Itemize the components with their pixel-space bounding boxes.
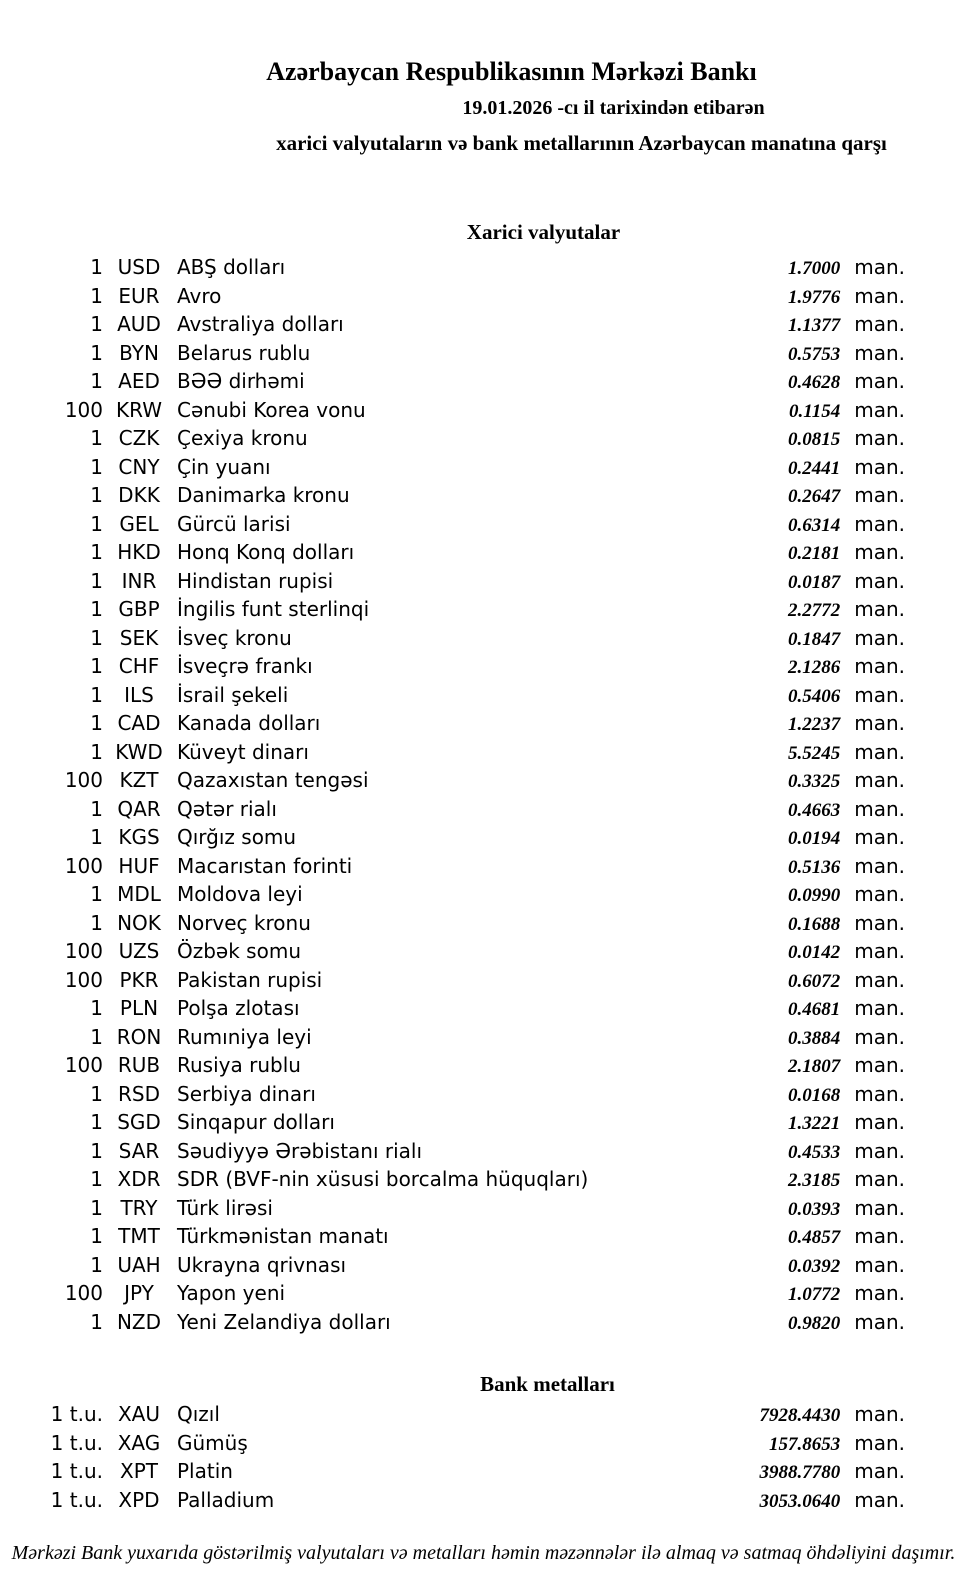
currency-row	[0, 282, 967, 311]
code-cell: XDR	[117, 1167, 161, 1191]
quantity-cell: 1 t.u.	[50, 1459, 103, 1483]
unit-cell: man.	[854, 682, 905, 707]
unit-cell: man.	[854, 739, 905, 764]
code-cell: ILS	[124, 682, 154, 707]
name-cell: Rumıniya leyi	[177, 1024, 312, 1049]
unit-cell: man.	[854, 825, 905, 849]
name-cell: Avstraliya dolları	[177, 312, 344, 336]
unit-cell: man.	[854, 454, 905, 479]
currency-row	[0, 681, 967, 710]
unit-cell: man.	[854, 597, 905, 621]
code-cell: KZT	[119, 768, 159, 792]
metal-list	[0, 1400, 967, 1514]
name-cell: Özbək somu	[177, 939, 301, 963]
name-cell: Qırğız somu	[177, 825, 297, 849]
name-cell: Pakistan rupisi	[177, 967, 323, 992]
unit-cell: man.	[854, 1252, 905, 1277]
code-cell: INR	[121, 568, 157, 593]
currency-row	[0, 253, 967, 282]
currency-row	[0, 1222, 967, 1251]
code-cell: XAU	[117, 1402, 161, 1426]
rate-cell: 0.4857	[787, 1227, 841, 1248]
code-cell: XAG	[117, 1430, 161, 1455]
currency-row	[0, 453, 967, 482]
name-cell: Yapon yeni	[177, 1281, 286, 1305]
name-cell: Küveyt dinarı	[177, 739, 309, 764]
unit-cell: man.	[854, 1167, 905, 1191]
currency-row	[0, 1251, 967, 1280]
unit-cell: man.	[854, 540, 905, 564]
name-cell: Macarıstan forinti	[177, 853, 353, 878]
code-cell: GEL	[119, 511, 159, 536]
code-cell: DKK	[118, 483, 160, 507]
quantity-cell: 100	[64, 768, 103, 792]
rate-cell: 0.4681	[787, 999, 841, 1020]
quantity-cell: 1	[90, 711, 103, 735]
name-cell: Gürcü larisi	[177, 511, 291, 536]
code-cell: CNY	[118, 454, 160, 479]
code-cell: AUD	[117, 312, 161, 336]
rate-cell: 0.0393	[787, 1198, 841, 1220]
name-cell: Belarus rublu	[177, 340, 311, 365]
name-cell: Moldova leyi	[177, 882, 303, 906]
code-cell: SGD	[117, 1110, 161, 1134]
unit-cell: man.	[854, 255, 905, 279]
name-cell: Çexiya kronu	[177, 426, 308, 450]
name-cell: Qətər rialı	[177, 796, 277, 821]
unit-cell: man.	[854, 1224, 905, 1248]
rate-cell: 0.5136	[787, 856, 841, 878]
code-cell: EUR	[118, 283, 160, 308]
quantity-cell: 1	[90, 1110, 103, 1134]
quantity-cell: 1	[90, 283, 103, 308]
name-cell: Cənubi Korea vonu	[177, 397, 366, 422]
rate-cell: 2.2772	[787, 600, 841, 621]
quantity-cell: 100	[64, 1281, 103, 1305]
currency-row	[0, 1308, 967, 1337]
code-cell: TRY	[120, 1195, 158, 1220]
rate-cell: 0.0142	[787, 942, 841, 963]
quantity-cell: 1 t.u.	[50, 1487, 103, 1512]
unit-cell: man.	[854, 654, 905, 678]
code-cell: CHF	[118, 654, 160, 678]
name-cell: BƏƏ dirhəmi	[177, 369, 305, 393]
currency-row	[0, 1080, 967, 1109]
metal-row	[0, 1457, 967, 1486]
currency-row	[0, 1165, 967, 1194]
unit-cell: man.	[854, 967, 905, 992]
name-cell: Ukrayna qrivnası	[177, 1252, 347, 1277]
unit-cell: man.	[854, 1309, 905, 1334]
rate-cell: 2.1286	[787, 657, 841, 678]
currency-row	[0, 1279, 967, 1308]
currency-row	[0, 567, 967, 596]
code-cell: PKR	[119, 967, 159, 992]
rate-cell: 0.1847	[787, 628, 841, 650]
quantity-cell: 1	[90, 625, 103, 650]
rate-cell: 0.4628	[787, 372, 841, 393]
currency-row	[0, 909, 967, 938]
rate-cell: 0.9820	[787, 1312, 841, 1334]
currency-row	[0, 538, 967, 567]
name-cell: Platin	[177, 1459, 233, 1483]
unit-cell: man.	[854, 796, 905, 821]
quantity-cell: 1	[90, 1224, 103, 1248]
rate-cell: 3053.0640	[759, 1490, 841, 1512]
rate-cell: 2.1807	[787, 1056, 841, 1077]
rate-cell: 0.2441	[787, 457, 841, 479]
rate-cell: 0.5753	[787, 343, 841, 365]
quantity-cell: 1	[90, 739, 103, 764]
code-cell: SEK	[119, 625, 159, 650]
currency-row	[0, 709, 967, 738]
quantity-cell: 1	[90, 454, 103, 479]
name-cell: Türk lirəsi	[177, 1195, 273, 1220]
unit-cell: man.	[854, 312, 905, 336]
name-cell: Hindistan rupisi	[177, 568, 334, 593]
name-cell: Yeni Zelandiya dolları	[177, 1309, 391, 1334]
name-cell: İsrail şekeli	[177, 682, 289, 707]
unit-cell: man.	[854, 1195, 905, 1220]
unit-cell: man.	[854, 625, 905, 650]
quantity-cell: 100	[64, 939, 103, 963]
name-cell: Rusiya rublu	[177, 1053, 301, 1077]
unit-cell: man.	[854, 996, 905, 1020]
quantity-cell: 1	[90, 568, 103, 593]
name-cell: Danimarka kronu	[177, 483, 350, 507]
metal-row	[0, 1486, 967, 1515]
rate-cell: 1.0772	[787, 1284, 841, 1305]
unit-cell: man.	[854, 939, 905, 963]
name-cell: SDR (BVF-nin xüsusi borcalma hüquqları)	[177, 1167, 589, 1191]
quantity-cell: 1	[90, 540, 103, 564]
rate-cell: 1.1377	[787, 315, 841, 336]
name-cell: Səudiyyə Ərəbistanı rialı	[177, 1138, 423, 1163]
rate-cell: 0.2181	[787, 543, 841, 564]
rate-cell: 0.6314	[787, 514, 841, 536]
code-cell: BYN	[119, 340, 159, 365]
currency-row	[0, 880, 967, 909]
metals-section-title: Bank metalları	[480, 1372, 615, 1396]
currency-row	[0, 1023, 967, 1052]
rate-cell: 0.3325	[787, 771, 841, 792]
quantity-cell: 1	[90, 511, 103, 536]
code-cell: KWD	[115, 739, 163, 764]
quantity-cell: 1	[90, 597, 103, 621]
code-cell: CZK	[118, 426, 160, 450]
code-cell: KRW	[116, 397, 162, 422]
name-cell: İsveç kronu	[177, 625, 292, 650]
currency-row	[0, 396, 967, 425]
code-cell: HUF	[118, 853, 160, 878]
unit-cell: man.	[854, 1081, 905, 1106]
code-cell: JPY	[124, 1281, 154, 1305]
quantity-cell: 1	[90, 796, 103, 821]
rate-cell: 0.1688	[787, 913, 841, 935]
currency-row	[0, 766, 967, 795]
code-cell: XPD	[118, 1487, 160, 1512]
rate-cell: 5.5245	[787, 742, 841, 764]
currency-row	[0, 624, 967, 653]
unit-cell: man.	[854, 1281, 905, 1305]
quantity-cell: 100	[64, 967, 103, 992]
page-subtitle: xarici valyutaların və bank metallarının Azərbaycan manatına qarşı	[276, 131, 887, 155]
quantity-cell: 1	[90, 1081, 103, 1106]
code-cell: AED	[118, 369, 160, 393]
quantity-cell: 1 t.u.	[50, 1430, 103, 1455]
quantity-cell: 1	[90, 255, 103, 279]
code-cell: MDL	[117, 882, 161, 906]
unit-cell: man.	[854, 1110, 905, 1134]
unit-cell: man.	[854, 1430, 905, 1455]
currency-row	[0, 994, 967, 1023]
rate-cell: 2.3185	[787, 1170, 841, 1191]
effective-date: 19.01.2026 -cı il tarixindən etibarən	[462, 97, 765, 119]
currency-row	[0, 652, 967, 681]
unit-cell: man.	[854, 283, 905, 308]
code-cell: QAR	[117, 796, 161, 821]
unit-cell: man.	[854, 768, 905, 792]
name-cell: Gümüş	[177, 1430, 248, 1455]
rate-cell: 0.0392	[787, 1255, 841, 1277]
name-cell: Palladium	[177, 1487, 275, 1512]
rate-cell: 0.0990	[787, 885, 841, 906]
currency-row	[0, 1194, 967, 1223]
quantity-cell: 1	[90, 825, 103, 849]
quantity-cell: 100	[64, 1053, 103, 1077]
code-cell: XPT	[120, 1459, 158, 1483]
currency-row	[0, 1137, 967, 1166]
unit-cell: man.	[854, 1402, 905, 1426]
unit-cell: man.	[854, 483, 905, 507]
code-cell: NOK	[117, 910, 161, 935]
currency-row	[0, 367, 967, 396]
name-cell: Polşa zlotası	[177, 996, 300, 1020]
rate-cell: 3988.7780	[759, 1462, 841, 1483]
unit-cell: man.	[854, 1487, 905, 1512]
unit-cell: man.	[854, 853, 905, 878]
rate-cell: 1.9776	[787, 286, 841, 308]
rate-cell: 7928.4430	[759, 1405, 841, 1426]
unit-cell: man.	[854, 397, 905, 422]
name-cell: ABŞ dolları	[177, 255, 286, 279]
code-cell: HKD	[117, 540, 161, 564]
quantity-cell: 1	[90, 1138, 103, 1163]
currency-row	[0, 738, 967, 767]
unit-cell: man.	[854, 1459, 905, 1483]
rate-cell: 0.1154	[789, 400, 841, 422]
code-cell: TMT	[118, 1224, 160, 1248]
currency-row	[0, 1108, 967, 1137]
rate-cell: 0.0815	[787, 429, 841, 450]
quantity-cell: 1	[90, 1252, 103, 1277]
currency-row	[0, 795, 967, 824]
currency-row	[0, 823, 967, 852]
name-cell: Sinqapur dolları	[177, 1110, 335, 1134]
metal-row	[0, 1429, 967, 1458]
name-cell: İngilis funt sterlinqi	[177, 597, 370, 621]
rate-cell: 1.2237	[787, 714, 841, 735]
rate-cell: 1.3221	[787, 1113, 841, 1134]
disclaimer-note: Mərkəzi Bank yuxarıda göstərilmiş valyutaları və metalları həmin məzənnələr ilə almaq və satmaq öhdəliyini daşımır.	[11, 1542, 956, 1564]
name-cell: Qazaxıstan tengəsi	[177, 768, 369, 792]
currency-row	[0, 510, 967, 539]
rate-cell: 0.0187	[787, 571, 841, 593]
code-cell: PLN	[119, 996, 159, 1020]
unit-cell: man.	[854, 511, 905, 536]
name-cell: Çin yuanı	[177, 454, 271, 479]
name-cell: İsveçrə frankı	[177, 654, 313, 678]
currency-row	[0, 481, 967, 510]
rate-cell: 0.4663	[787, 799, 841, 821]
name-cell: Honq Konq dolları	[177, 540, 355, 564]
quantity-cell: 1	[90, 882, 103, 906]
rate-cell: 1.7000	[787, 258, 841, 279]
quantity-cell: 1	[90, 340, 103, 365]
page-title: Azərbaycan Respublikasının Mərkəzi Bankı	[266, 57, 757, 86]
quantity-cell: 1 t.u.	[50, 1402, 103, 1426]
code-cell: RSD	[118, 1081, 160, 1106]
quantity-cell: 100	[64, 397, 103, 422]
metal-row	[0, 1400, 967, 1429]
quantity-cell: 1	[90, 682, 103, 707]
quantity-cell: 1	[90, 910, 103, 935]
code-cell: RUB	[117, 1053, 161, 1077]
currency-row	[0, 852, 967, 881]
code-cell: UZS	[118, 939, 160, 963]
name-cell: Kanada dolları	[177, 711, 321, 735]
code-cell: USD	[117, 255, 161, 279]
rate-cell: 0.5406	[787, 685, 841, 707]
unit-cell: man.	[854, 369, 905, 393]
rate-cell: 0.0194	[787, 828, 841, 849]
currencies-section-title: Xarici valyutalar	[466, 220, 621, 244]
code-cell: SAR	[118, 1138, 160, 1163]
rate-cell: 0.6072	[787, 970, 841, 992]
quantity-cell: 1	[90, 1195, 103, 1220]
quantity-cell: 1	[90, 426, 103, 450]
currency-row	[0, 937, 967, 966]
currency-row	[0, 1051, 967, 1080]
code-cell: CAD	[117, 711, 161, 735]
rate-cell: 157.8653	[768, 1433, 841, 1455]
unit-cell: man.	[854, 340, 905, 365]
rate-cell: 0.0168	[787, 1084, 841, 1106]
unit-cell: man.	[854, 910, 905, 935]
quantity-cell: 1	[90, 1167, 103, 1191]
quantity-cell: 1	[90, 1309, 103, 1334]
unit-cell: man.	[854, 426, 905, 450]
currency-row	[0, 424, 967, 453]
code-cell: UAH	[117, 1252, 161, 1277]
currency-list	[0, 253, 967, 1336]
quantity-cell: 1	[90, 483, 103, 507]
unit-cell: man.	[854, 711, 905, 735]
code-cell: KGS	[118, 825, 160, 849]
unit-cell: man.	[854, 1024, 905, 1049]
currency-row	[0, 966, 967, 995]
rate-cell: 0.2647	[787, 486, 841, 507]
name-cell: Türkmənistan manatı	[177, 1224, 389, 1248]
quantity-cell: 1	[90, 654, 103, 678]
currency-row	[0, 595, 967, 624]
rate-cell: 0.4533	[787, 1141, 841, 1163]
unit-cell: man.	[854, 882, 905, 906]
quantity-cell: 100	[64, 853, 103, 878]
unit-cell: man.	[854, 1053, 905, 1077]
quantity-cell: 1	[90, 1024, 103, 1049]
code-cell: GBP	[118, 597, 160, 621]
unit-cell: man.	[854, 1138, 905, 1163]
code-cell: RON	[116, 1024, 162, 1049]
unit-cell: man.	[854, 568, 905, 593]
currency-row	[0, 310, 967, 339]
name-cell: Norveç kronu	[177, 910, 311, 935]
name-cell: Avro	[177, 283, 222, 308]
quantity-cell: 1	[90, 996, 103, 1020]
code-cell: NZD	[116, 1309, 162, 1334]
quantity-cell: 1	[90, 369, 103, 393]
name-cell: Qızıl	[177, 1402, 220, 1426]
name-cell: Serbiya dinarı	[177, 1081, 316, 1106]
quantity-cell: 1	[90, 312, 103, 336]
currency-row	[0, 339, 967, 368]
rate-cell: 0.3884	[787, 1027, 841, 1049]
